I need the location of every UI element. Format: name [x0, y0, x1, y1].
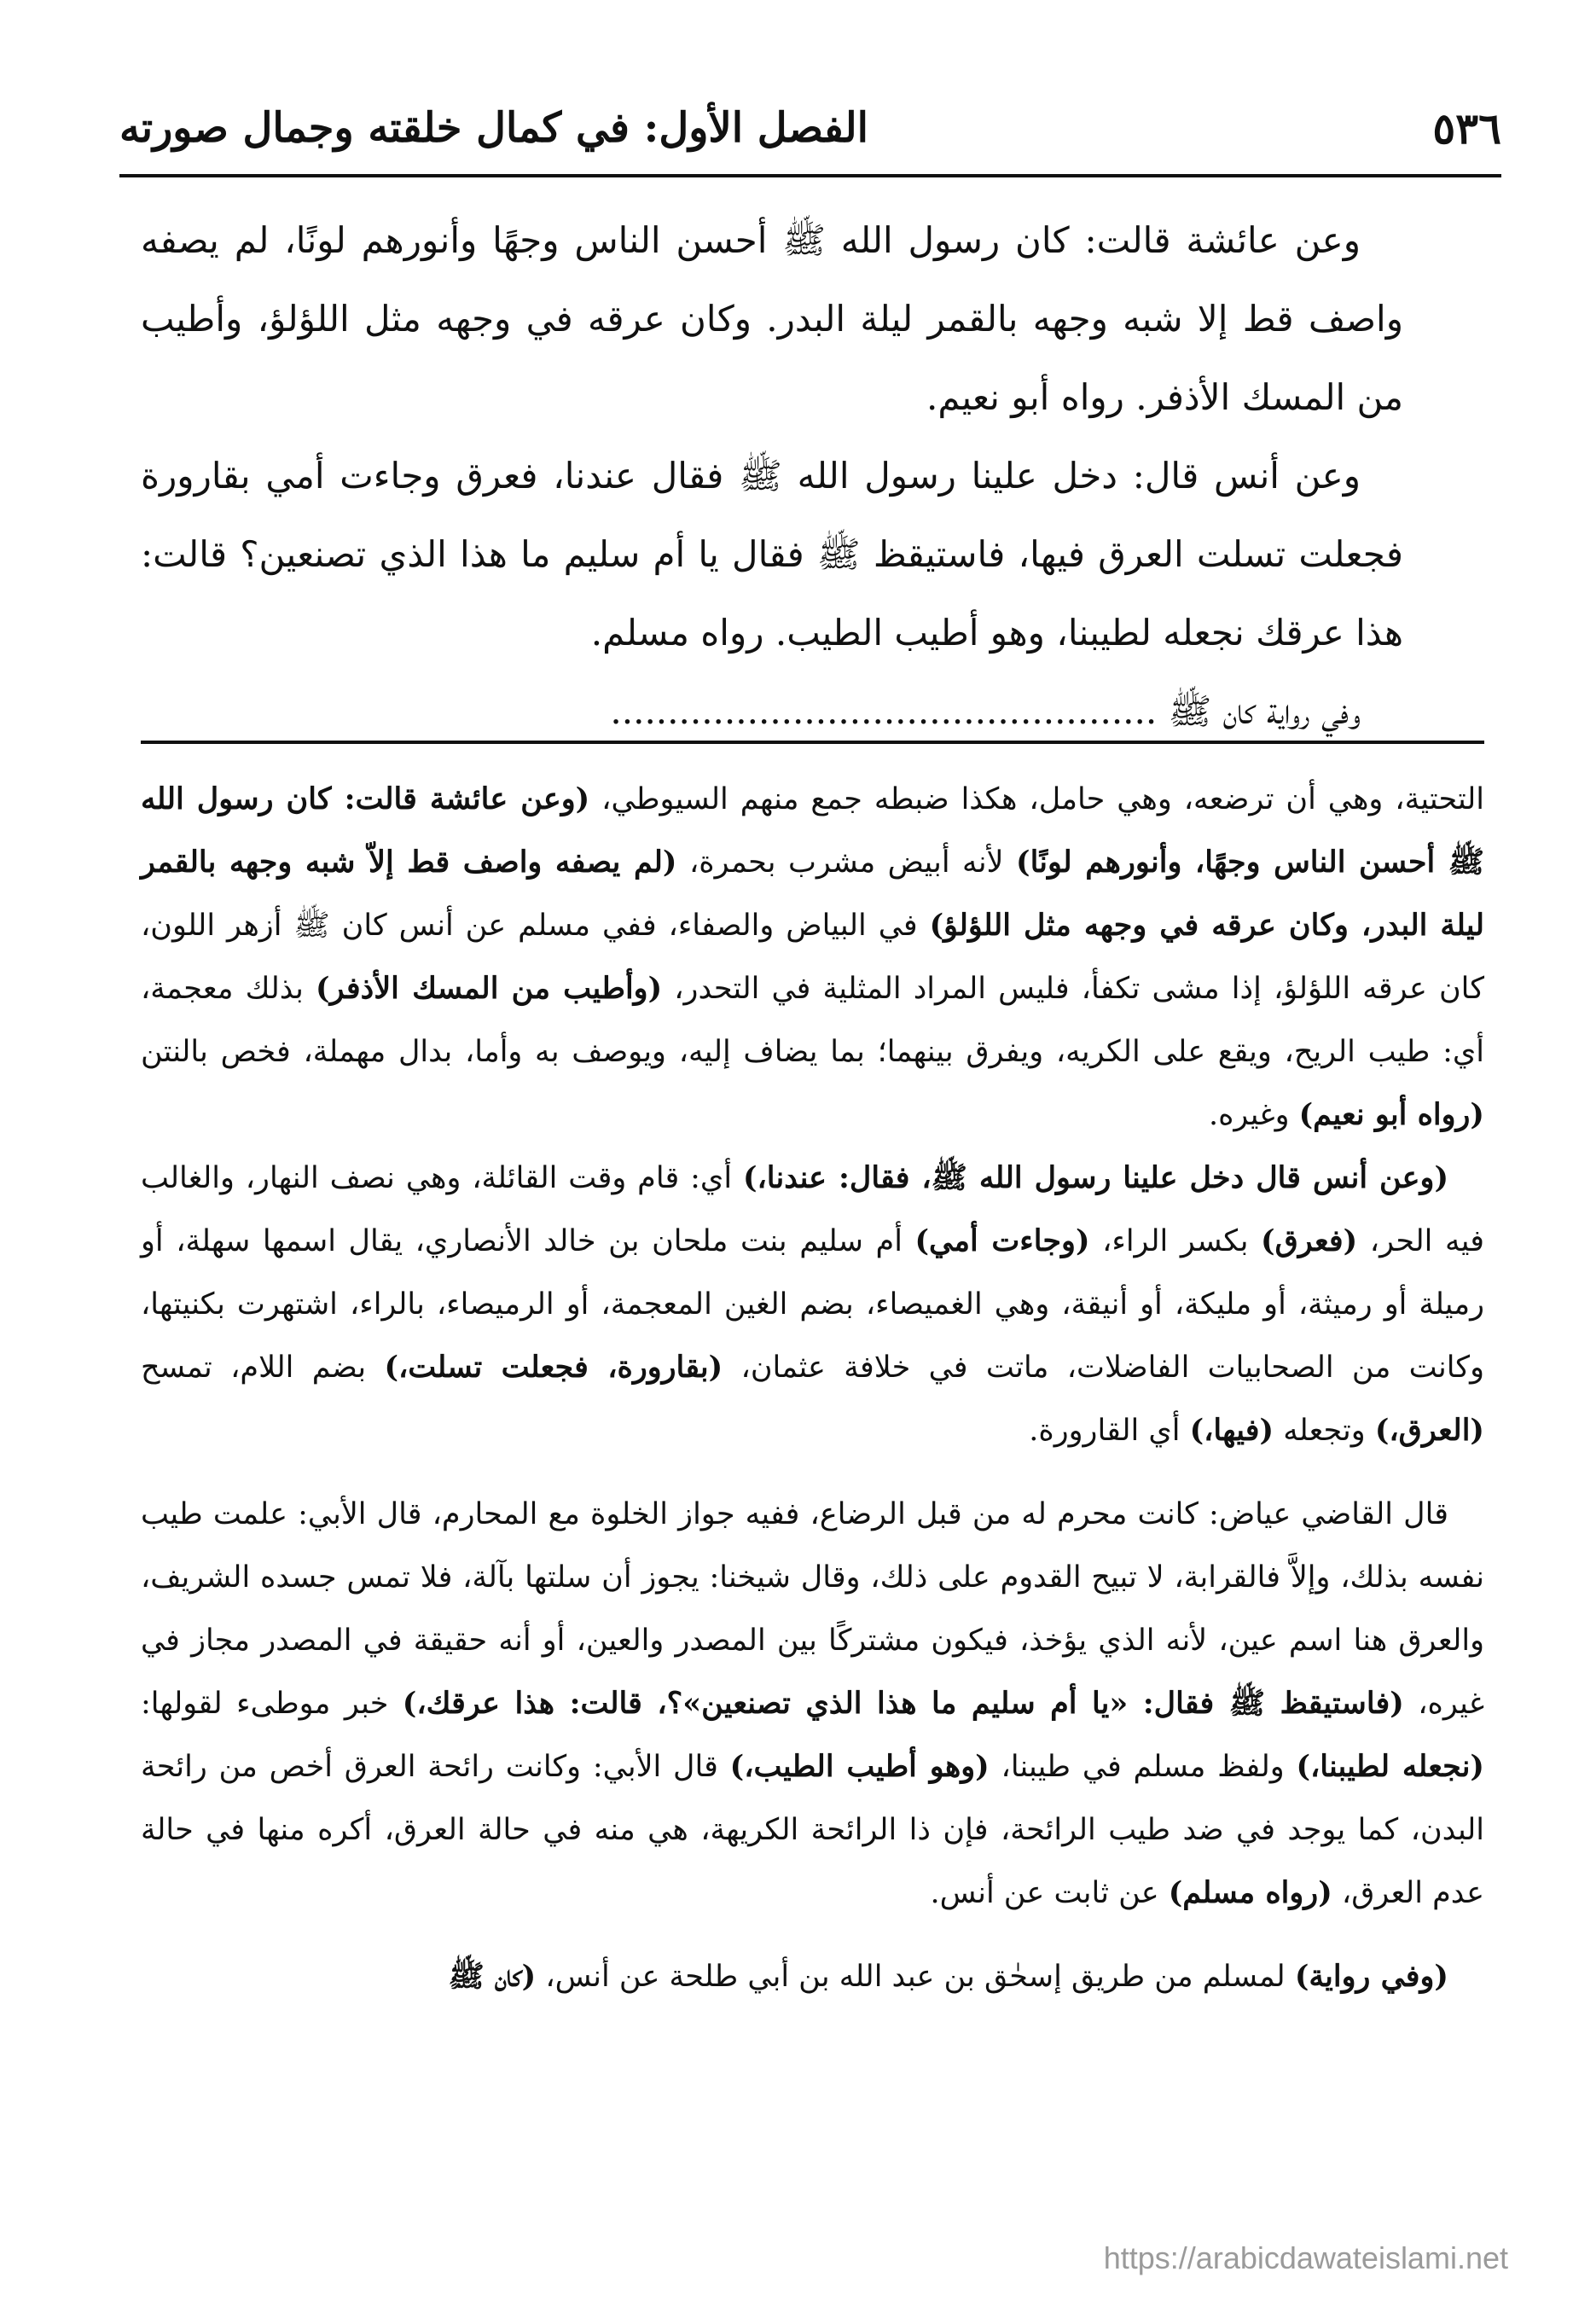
commentary-text: أي: قام وقت القائلة، وهي نصف النهار، والغالب فيه الحر، [141, 1161, 1485, 1258]
quoted-matn: (وفي رواية) [1294, 1959, 1448, 1994]
commentary-paragraph [141, 768, 1484, 1147]
ellipsis-dots: ................................................ [610, 690, 1158, 732]
watermark-url: https://arabicdawateislami.net [1103, 2240, 1508, 2275]
quoted-matn: (وجاءت أمي) [914, 1223, 1090, 1258]
commentary-text: بكسر الراء، [1089, 1224, 1262, 1258]
main-paragraph: وعن أنس قال: دخل علينا رسول الله ﷺ فقال عندنا، فعرق وجاءت أمي بقارورة فجعلت تسلت العرق فيها، فاستيقظ ﷺ فقال يا أم سليم ما هذا الذي تصنعين؟ قالت: هذا عرقك نجعله لطيبنا، وهو أطيب الطيب. رواه مسلم. [141, 455, 1403, 654]
main-paragraph: وعن عائشة قالت: كان رسول الله ﷺ أحسن الناس وجهًا وأنورهم لونًا، لم يصفه واصف قط إلا شبه وجهه بالقمر ليلة البدر. وكان عرقه في وجهه مثل اللؤلؤ، وأطيب من المسك الأذفر. رواه أبو نعيم. [141, 219, 1403, 418]
commentary-text: وغيره. [1208, 1098, 1299, 1132]
quoted-matn: (نجعله لطيبنا،) [1296, 1749, 1484, 1784]
commentary-text: ولفظ مسلم في طيبنا، [989, 1750, 1297, 1784]
commentary-text: خبر موطىء لقولها: [141, 1687, 403, 1721]
quoted-matn: (وعن عائشة قالت: كان رسول الله ﷺ أحسن الناس وجهًا، وأنورهم لونًا) [141, 781, 1485, 880]
commentary-text: لمسلم من طريق إسحٰق بن عبد الله بن أبي طلحة عن أنس، [536, 1960, 1295, 1994]
commentary-text: في البياض والصفاء، ففي مسلم عن أنس كان ﷺ أزهر اللون، كان عرقه اللؤلؤ، إذا مشى تكفأ، فليس المراد المثلية في التحدر، [141, 909, 1484, 1006]
commentary-text: وتجعله [1274, 1414, 1375, 1448]
commentary-text: قال الأبي: وكانت رائحة العرق أخص من رائحة البدن، كما يوجد في ضد طيب الرائحة، فإن ذا الرائحة الكريهة، هي منه في حالة العرق، أكره منها في حالة عدم العرق، [141, 1750, 1484, 1910]
quoted-matn: (فعرق) [1261, 1223, 1358, 1258]
chapter-title: الفصل الأول: في كمال خلقته وجمال صورته [119, 104, 869, 152]
quoted-matn: (العرق،) [1374, 1413, 1484, 1448]
quoted-matn: (وأطيب من المسك الأذفر) [316, 971, 663, 1006]
commentary-text: عن ثابت عن أنس. [930, 1876, 1169, 1910]
commentary-paragraph [141, 1483, 1484, 1925]
quoted-matn: (فيها،) [1189, 1413, 1274, 1448]
commentary-text: أي القارورة. [1029, 1414, 1190, 1448]
commentary-paragraph [141, 1945, 1484, 2008]
quoted-matn: (فاستيقظ ﷺ فقال: «يا أم سليم ما هذا الذي تصنعين»؟، قالت: هذا عرقك،) [402, 1686, 1404, 1721]
quoted-matn: (رواه مسلم) [1168, 1875, 1332, 1910]
quoted-matn: (وهو أطيب الطيب،) [729, 1749, 990, 1784]
commentary-text: التحتية، وهي أن ترضعه، وهي حامل، هكذا ضبطه جمع منهم السيوطي، [589, 782, 1484, 816]
page-header [119, 92, 1501, 164]
quoted-matn: (وعن أنس قال دخل علينا رسول الله ﷺ، فقال: عندنا،) [742, 1160, 1449, 1195]
commentary-text: لأنه أبيض مشرب بحمرة، [676, 845, 1017, 880]
quoted-matn: (كان ﷺ [448, 1959, 537, 1994]
header-rule [119, 174, 1501, 177]
quoted-matn: (لم يصفه واصف قط إلاّ شبه وجهه بالقمر ليلة البدر، وكان عرقه في وجهه مثل اللؤلؤ) [141, 845, 1485, 943]
commentary-text: بضم اللام، تمسح [141, 1351, 385, 1385]
quoted-matn: (بقارورة، فجعلت تسلت،) [384, 1350, 723, 1385]
footnote-divider [141, 741, 1484, 744]
main-paragraph-text: وفي رواية كان ﷺ [1168, 690, 1361, 732]
commentary [141, 768, 1484, 2008]
commentary-text: أم سليم بنت ملحان بن خالد الأنصاري، يقال اسمها سهلة، أو رميلة أو رميثة، أو مليكة، أو أنيقة، وهي الغميصاء، بضم الغين المعجمة، أو الرميصاء، بالراء، اشتهرت بكنيتها، وكانت من الصحابيات الفاضلات، ماتت في خلافة عثمان، [141, 1224, 1484, 1385]
main-paragraph [141, 672, 1403, 751]
page-number: ٥٣٦ [1432, 102, 1501, 154]
quoted-matn: (رواه أبو نعيم) [1298, 1097, 1484, 1132]
main-text [141, 201, 1403, 751]
commentary-text: قال القاضي عياض: كانت محرم له من قبل الرضاع، ففيه جواز الخلوة مع المحارم، قال الأبي: علمت طيب نفسه بذلك، وإلاَّ فالقرابة، لا تبيح القدوم على ذلك، وقال شيخنا: يجوز أن سلتها بآلة، فلا تمس جسده الشريف، والعرق هنا اسم عين، لأنه الذي يؤخذ، فيكون مشتركًا بين المصدر والعين، أو أنه حقيقة في المصدر مجاز في غيره، [141, 1497, 1485, 1721]
commentary-paragraph [141, 1147, 1484, 1462]
commentary-text: بذلك معجمة، أي: طيب الريح، ويقع على الكريه، ويفرق بينهما؛ بما يضاف إليه، ويوصف به وأما، بدال مهملة، فخص بالنتن [141, 972, 1484, 1069]
